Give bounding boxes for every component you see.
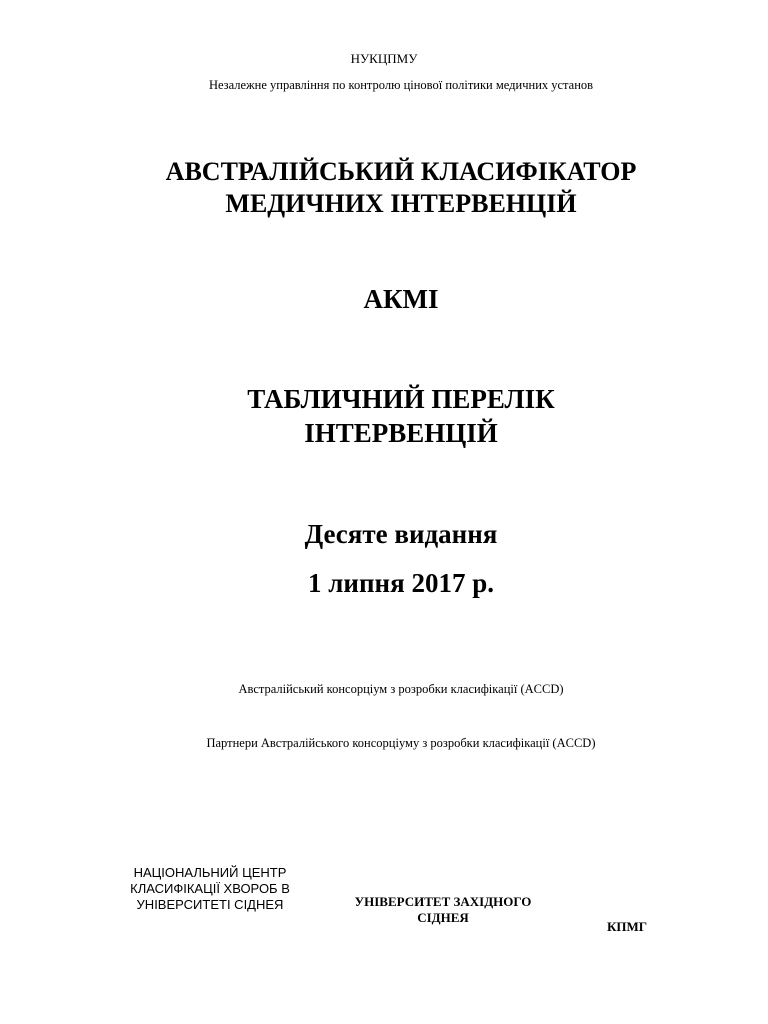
organization-full-name: Незалежне управління по контролю цінової політики медичних установ: [208, 78, 594, 92]
partner-ncch-line-2: КЛАСИФІКАЦІЇ ХВОРОБ В: [130, 881, 290, 896]
partner-ncch: [105, 865, 315, 913]
tabular-list-title-line-1: ТАБЛИЧНИЙ ПЕРЕЛІК: [247, 384, 555, 414]
document-title: [0, 156, 768, 220]
tabular-list-title: [0, 382, 768, 450]
edition-date: 1 липня 2017 р.: [308, 568, 494, 598]
document-title-line-1: АВСТРАЛІЙСЬКИЙ КЛАСИФІКАТОР: [165, 157, 637, 186]
partner-wsu-line-2: СІДНЕЯ: [417, 910, 469, 925]
document-title-line-2: МЕДИЧНИХ ІНТЕРВЕНЦІЙ: [225, 189, 577, 218]
partner-ncch-line-3: УНІВЕРСИТЕТІ СІДНЕЯ: [136, 897, 284, 912]
partner-wsu-line-1: УНІВЕРСИТЕТ ЗАХІДНОГО: [354, 894, 532, 909]
partner-wsu: [333, 894, 553, 926]
partners-heading: Партнери Австралійського консорціуму з розробки класифікації (ACCD): [206, 736, 596, 750]
edition-label: Десяте видання: [304, 519, 498, 549]
tabular-list-title-line-2: ІНТЕРВЕНЦІЙ: [304, 418, 498, 448]
organization-acronym: НУКЦПМУ: [350, 51, 418, 66]
classification-acronym: АКМІ: [363, 284, 439, 314]
partner-kpmg: КПМГ: [606, 919, 648, 934]
consortium-name: Австралійський консорціум з розробки класифікації (ACCD): [238, 682, 564, 696]
partner-ncch-line-1: НАЦІОНАЛЬНИЙ ЦЕНТР: [133, 865, 287, 880]
